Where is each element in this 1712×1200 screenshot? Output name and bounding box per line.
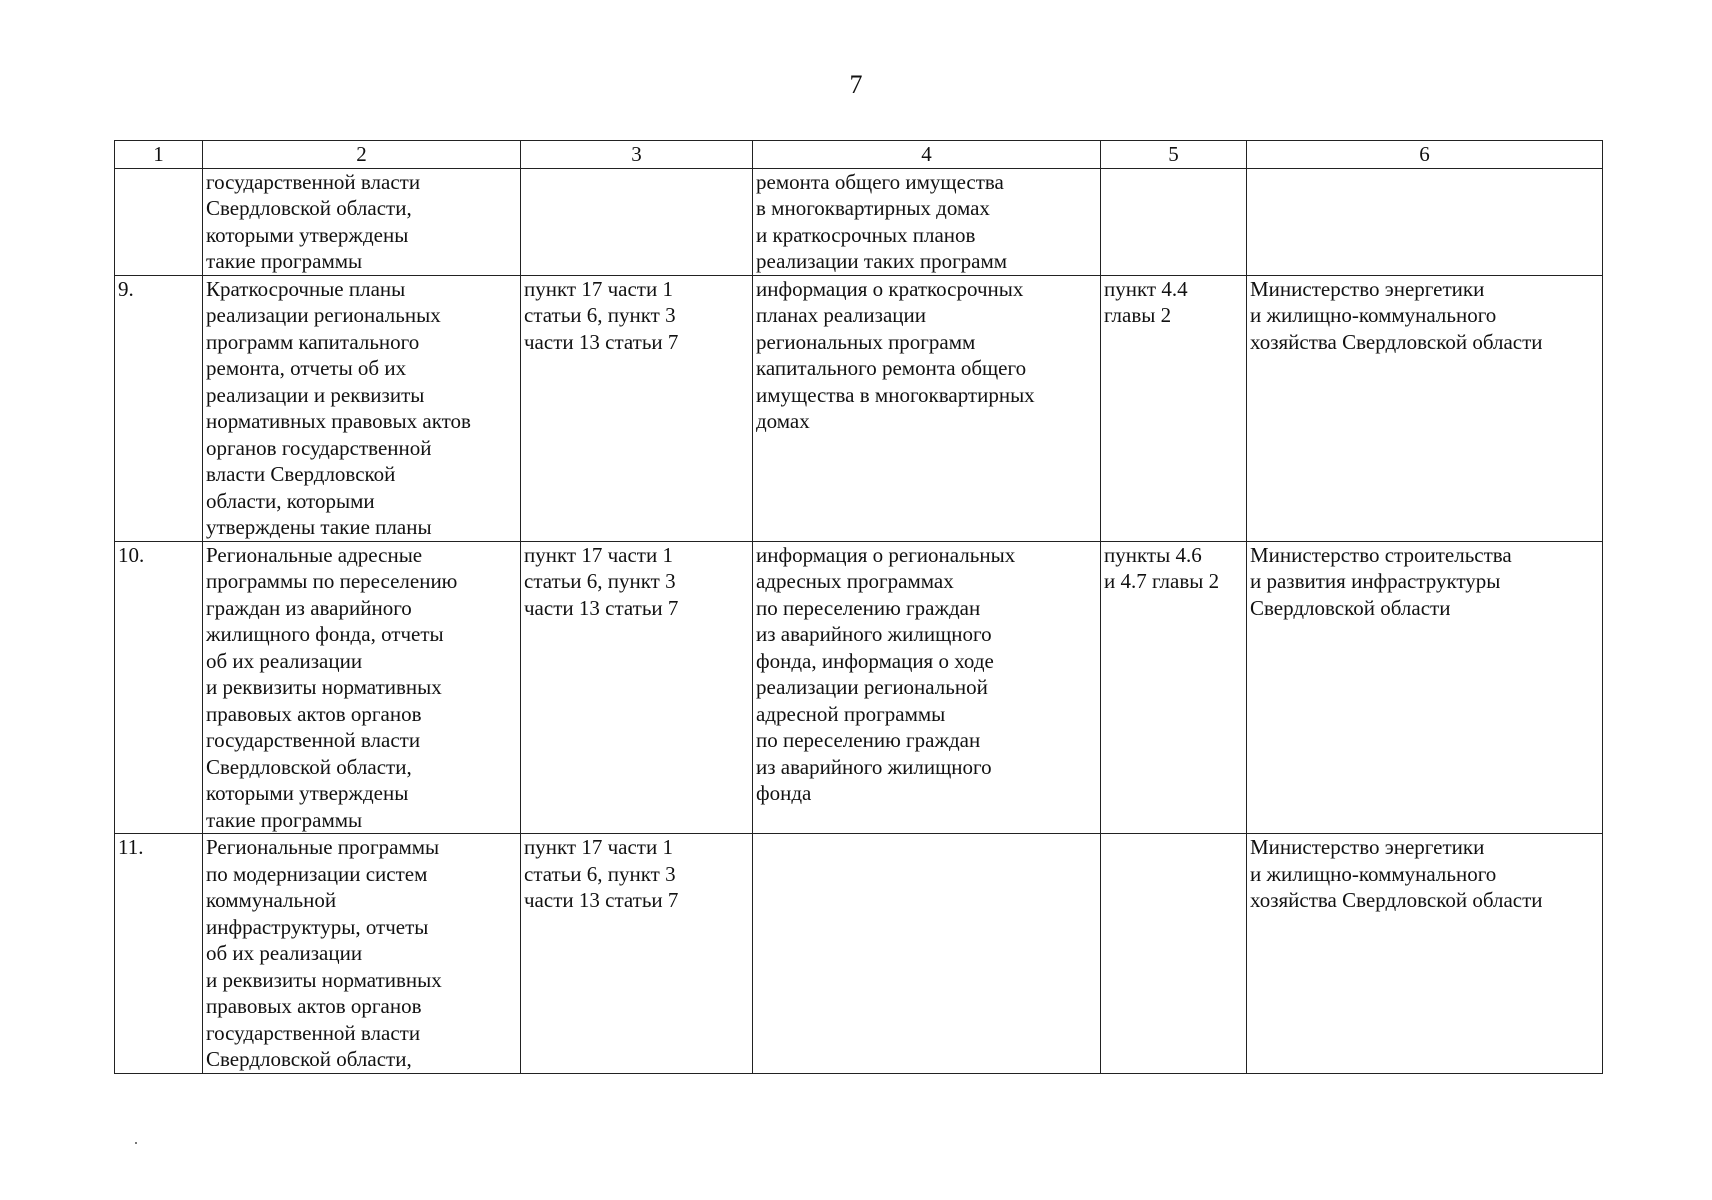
row-title-cell xyxy=(203,275,521,541)
cell-text-line: информация о краткосрочных xyxy=(756,276,1024,301)
cell-text-line: по переселению граждан xyxy=(756,595,981,620)
legal-basis-cell xyxy=(521,168,753,275)
column-header: 1 xyxy=(115,141,203,169)
document-table xyxy=(114,140,1603,1074)
table-row xyxy=(115,168,1603,275)
cell-text-line: реализации таких программ xyxy=(756,249,1008,273)
row-title-cell xyxy=(203,541,521,834)
column-header: 2 xyxy=(203,141,521,169)
cell-text-line: об их реализации xyxy=(206,941,363,965)
cell-text-line: из аварийного жилищного xyxy=(756,622,992,646)
cell-text-line: Свердловской области, xyxy=(206,1047,412,1071)
cell-text-line: и жилищно-коммунального xyxy=(1250,861,1497,886)
column-header: 3 xyxy=(521,141,753,169)
column-header: 6 xyxy=(1247,141,1603,169)
cell-text-line: хозяйства Свердловской области xyxy=(1250,329,1543,354)
responsible-body-cell xyxy=(1247,834,1603,1074)
cell-text-line: нормативных правовых актов xyxy=(206,409,471,433)
row-number-cell: 10. xyxy=(115,541,203,834)
cell-text-line: статьи 6, пункт 3 xyxy=(524,569,676,593)
cell-text-line: правовых актов органов xyxy=(206,701,422,726)
cell-text-line: государственной власти xyxy=(206,728,421,752)
cell-text-line: капитального ремонта общего xyxy=(756,356,1027,380)
cell-text-line: и 4.7 главы 2 xyxy=(1104,569,1220,593)
cell-text-line: пункт 4.4 xyxy=(1104,276,1188,301)
regulation-point-cell xyxy=(1101,275,1247,541)
cell-text-line: ремонта, отчеты об их xyxy=(206,356,407,380)
cell-text-line: Свердловской области, xyxy=(206,754,412,779)
regulation-point-cell xyxy=(1101,834,1247,1074)
cell-text-line: хозяйства Свердловской области xyxy=(1250,888,1543,912)
cell-text-line: статьи 6, пункт 3 xyxy=(524,303,676,327)
cell-text-line: части 13 статьи 7 xyxy=(524,888,679,912)
cell-text-line: такие программы xyxy=(206,807,363,832)
column-header: 4 xyxy=(753,141,1101,169)
cell-text-line: Министерство строительства xyxy=(1250,542,1512,567)
cell-text-line: коммунальной xyxy=(206,888,337,912)
cell-text-line: информация о региональных xyxy=(756,542,1016,567)
table-row xyxy=(115,541,1603,834)
cell-text-line: программы по переселению xyxy=(206,569,458,593)
row-title-cell xyxy=(203,168,521,275)
cell-text-line: правовых актов органов xyxy=(206,994,422,1018)
information-cell xyxy=(753,834,1101,1074)
cell-text-line: планах реализации xyxy=(756,303,926,327)
cell-text-line: программ капитального xyxy=(206,329,420,354)
cell-text-line: об их реализации xyxy=(206,648,363,673)
cell-text-line: и реквизиты нормативных xyxy=(206,675,442,699)
responsible-body-cell xyxy=(1247,541,1603,834)
cell-text-line: имущества в многоквартирных xyxy=(756,382,1035,407)
cell-text-line: Региональные программы xyxy=(206,835,440,859)
cell-text-line: реализации региональной xyxy=(756,675,988,699)
cell-text-line: государственной власти xyxy=(206,1020,421,1045)
cell-text-line: региональных программ xyxy=(756,329,976,354)
information-cell xyxy=(753,541,1101,834)
cell-text-line: и реквизиты нормативных xyxy=(206,967,442,992)
cell-text-line: в многоквартирных домах xyxy=(756,196,990,220)
cell-text-line: главы 2 xyxy=(1104,303,1172,327)
cell-text-line: и краткосрочных планов xyxy=(756,222,976,247)
cell-text-line: фонда xyxy=(756,781,812,805)
cell-text-line: пункт 17 части 1 xyxy=(524,276,673,301)
cell-text-line: пункт 17 части 1 xyxy=(524,835,673,859)
cell-text-line: и развития инфраструктуры xyxy=(1250,569,1501,593)
scan-speck xyxy=(135,1142,137,1144)
table-row xyxy=(115,834,1603,1074)
cell-text-line: такие программы xyxy=(206,249,363,273)
table-row xyxy=(115,275,1603,541)
cell-text-line: пункт 17 части 1 xyxy=(524,542,673,567)
cell-text-line: реализации и реквизиты xyxy=(206,382,425,407)
legal-basis-cell xyxy=(521,541,753,834)
cell-text-line: и жилищно-коммунального xyxy=(1250,303,1497,327)
cell-text-line: Краткосрочные планы xyxy=(206,276,406,301)
cell-text-line: статьи 6, пункт 3 xyxy=(524,861,676,886)
cell-text-line: пункты 4.6 xyxy=(1104,542,1202,567)
regulation-point-cell xyxy=(1101,541,1247,834)
cell-text-line: Министерство энергетики xyxy=(1250,835,1485,859)
page-number: 7 xyxy=(849,70,863,99)
cell-text-line: инфраструктуры, отчеты xyxy=(206,914,429,939)
cell-text-line: Свердловской области, xyxy=(206,196,412,220)
table-header-row xyxy=(115,141,1603,169)
row-number-cell: 9. xyxy=(115,275,203,541)
cell-text-line: адресной программы xyxy=(756,701,946,726)
cell-text-line: Свердловской области xyxy=(1250,595,1451,620)
cell-text-line: Министерство энергетики xyxy=(1250,276,1485,301)
cell-text-line: которыми утверждены xyxy=(206,781,409,805)
cell-text-line: власти Свердловской xyxy=(206,462,396,486)
cell-text-line: Региональные адресные xyxy=(206,542,423,567)
cell-text-line: из аварийного жилищного xyxy=(756,754,992,779)
information-cell xyxy=(753,275,1101,541)
column-header: 5 xyxy=(1101,141,1247,169)
cell-text-line: фонда, информация о ходе xyxy=(756,648,994,673)
cell-text-line: которыми утверждены xyxy=(206,222,409,247)
responsible-body-cell xyxy=(1247,168,1603,275)
cell-text-line: по модернизации систем xyxy=(206,861,428,886)
legal-basis-cell xyxy=(521,275,753,541)
cell-text-line: утверждены такие планы xyxy=(206,515,432,539)
cell-text-line: части 13 статьи 7 xyxy=(524,329,679,354)
cell-text-line: домах xyxy=(756,409,810,433)
cell-text-line: жилищного фонда, отчеты xyxy=(206,622,444,646)
cell-text-line: области, которыми xyxy=(206,488,375,513)
row-number-cell xyxy=(115,168,203,275)
cell-text-line: граждан из аварийного xyxy=(206,595,412,620)
cell-text-line: адресных программах xyxy=(756,569,954,593)
cell-text-line: части 13 статьи 7 xyxy=(524,595,679,620)
cell-text-line: органов государственной xyxy=(206,435,432,460)
cell-text-line: ремонта общего имущества xyxy=(756,169,1004,194)
responsible-body-cell xyxy=(1247,275,1603,541)
legal-basis-cell xyxy=(521,834,753,1074)
row-title-cell xyxy=(203,834,521,1074)
regulation-point-cell xyxy=(1101,168,1247,275)
cell-text-line: реализации региональных xyxy=(206,303,441,327)
row-number-cell: 11. xyxy=(115,834,203,1074)
information-cell xyxy=(753,168,1101,275)
cell-text-line: по переселению граждан xyxy=(756,728,981,752)
cell-text-line: государственной власти xyxy=(206,169,421,194)
